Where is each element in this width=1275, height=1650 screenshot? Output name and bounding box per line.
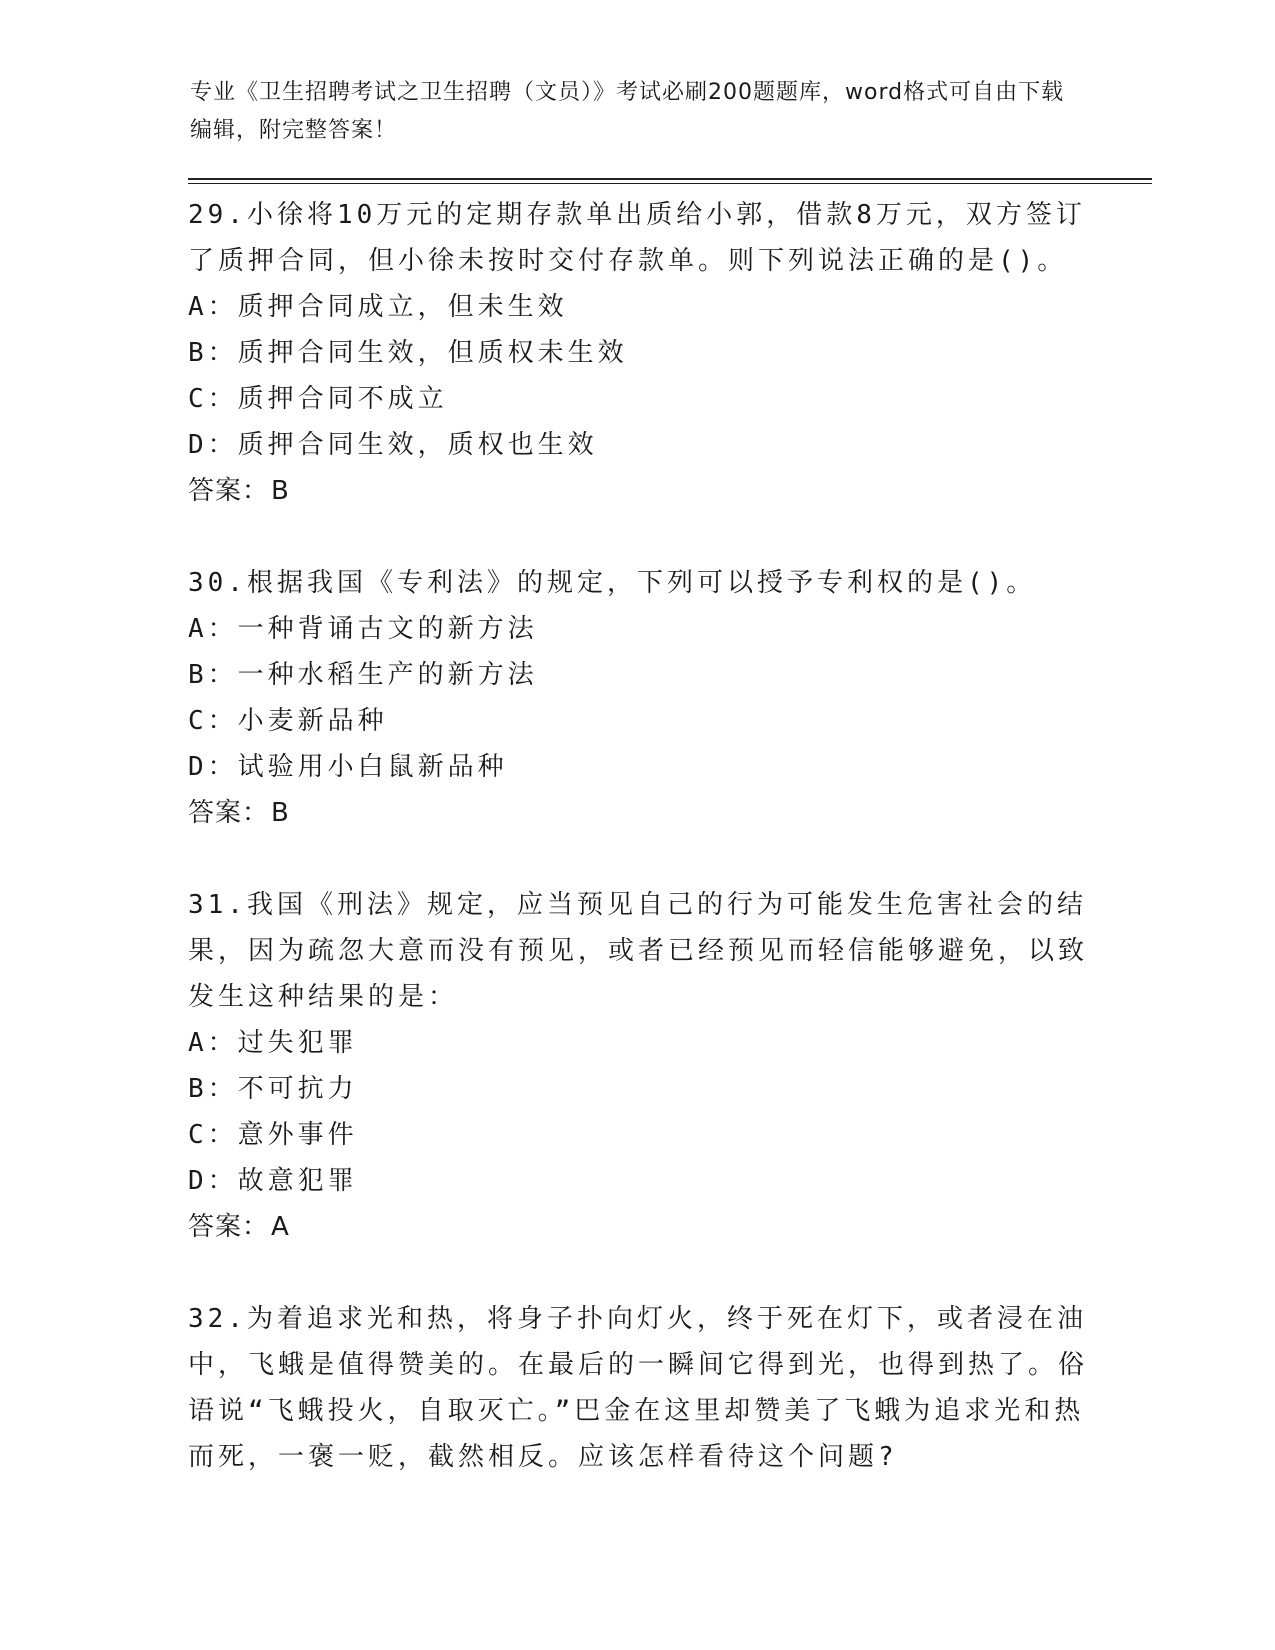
answer-label: 答案： <box>188 1212 270 1242</box>
question-31 <box>188 882 1088 1250</box>
question-30 <box>188 560 1088 836</box>
option-c: C：意外事件 <box>188 1120 358 1150</box>
option-d: D：试验用小白鼠新品种 <box>188 752 508 782</box>
option-c: C：小麦新品种 <box>188 706 388 736</box>
header-divider <box>188 178 1152 184</box>
question-stem: 31.我国《刑法》规定，应当预见自己的行为可能发生危害社会的结果，因为疏忽大意而没有预见，或者已经预见而轻信能够避免，以致发生这种结果的是： <box>188 890 1089 1012</box>
document-header: 专业《卫生招聘考试之卫生招聘（文员）》考试必刷200题题库，word格式可自由下载编辑，附完整答案！ <box>190 80 1065 143</box>
option-c: C：质押合同不成立 <box>188 384 448 414</box>
answer-label: 答案： <box>188 798 270 828</box>
option-a: A：一种背诵古文的新方法 <box>188 614 538 644</box>
option-a: A：质押合同成立，但未生效 <box>188 292 568 322</box>
option-a: A：过失犯罪 <box>188 1028 358 1058</box>
answer-line <box>188 1204 1088 1250</box>
question-stem: 30.根据我国《专利法》的规定，下列可以授予专利权的是()。 <box>188 568 1037 598</box>
option-d: D：质押合同生效，质权也生效 <box>188 430 598 460</box>
answer-value: B <box>271 476 290 506</box>
option-b: B：不可抗力 <box>188 1074 358 1104</box>
question-list <box>188 192 1088 1526</box>
answer-value: A <box>271 1212 290 1242</box>
option-d: D：故意犯罪 <box>188 1166 358 1196</box>
question-29 <box>188 192 1088 514</box>
question-32 <box>188 1296 1088 1480</box>
question-stem: 29.小徐将10万元的定期存款单出质给小郭，借款8万元，双方签订了质押合同，但小徐未按时交付存款单。则下列说法正确的是()。 <box>188 200 1086 276</box>
answer-value: B <box>271 798 290 828</box>
answer-label: 答案： <box>188 476 270 506</box>
answer-line <box>188 468 1088 514</box>
question-stem: 32.为着追求光和热，将身子扑向灯火，终于死在灯下，或者浸在油中，飞蛾是值得赞美的。在最后的一瞬间它得到光，也得到热了。俗语说“飞蛾投火，自取灭亡。”巴金在这里却赞美了飞蛾为追求光和热而死，一褒一贬，截然相反。应该怎样看待这个问题? <box>188 1304 1089 1472</box>
answer-line <box>188 790 1088 836</box>
option-b: B：一种水稻生产的新方法 <box>188 660 538 690</box>
option-b: B：质押合同生效，但质权未生效 <box>188 338 628 368</box>
